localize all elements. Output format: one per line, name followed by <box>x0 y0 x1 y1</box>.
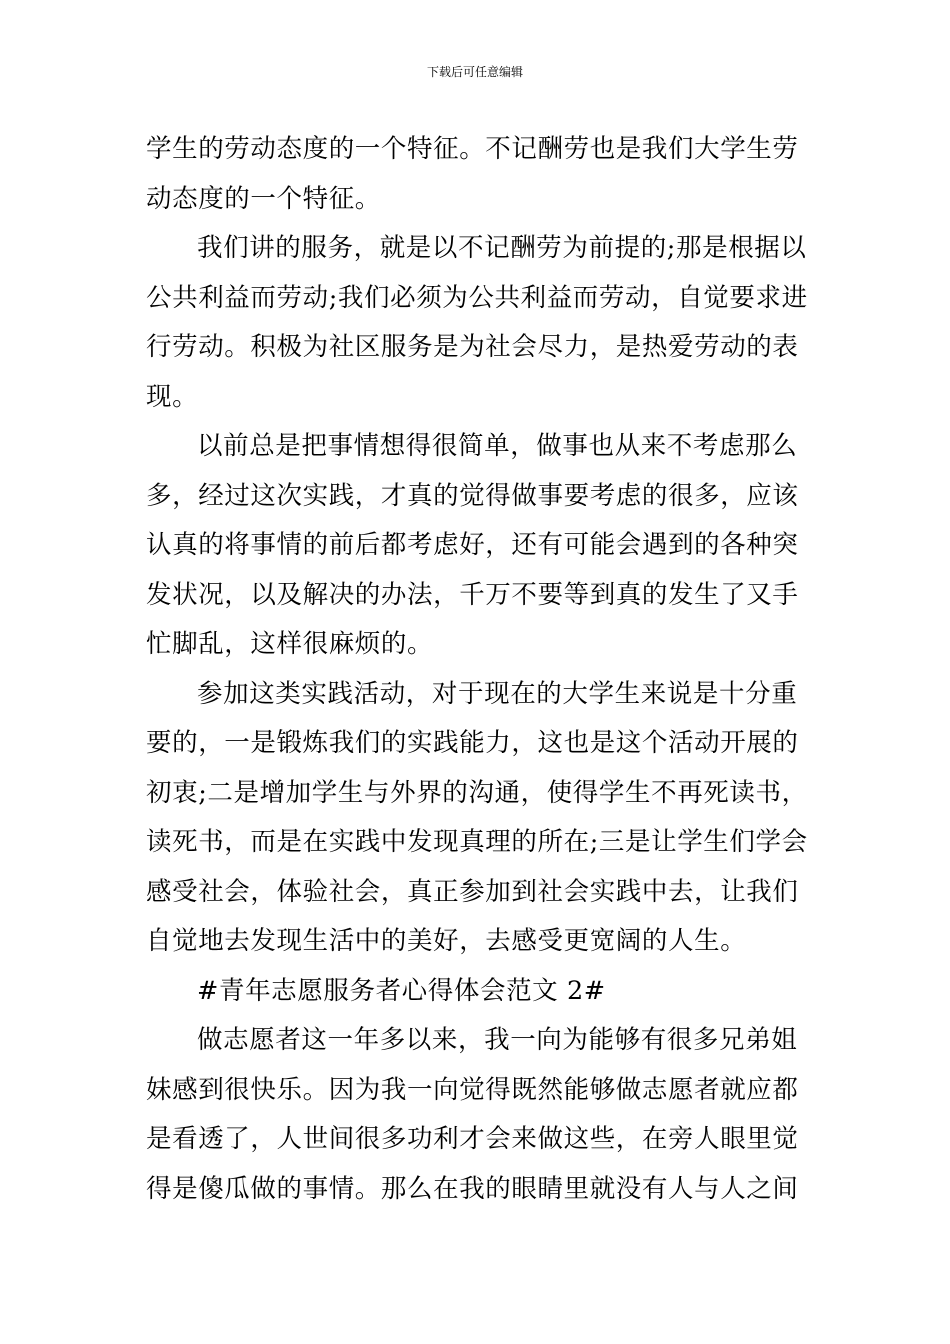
text-line: 是看透了，人世间很多功利才会来做这些，在旁人眼里觉 <box>146 1124 799 1154</box>
text-line: 多，经过这次实践，才真的觉得做事要考虑的很多，应该 <box>146 480 799 511</box>
paragraph-start-line: 做志愿者这一年多以来，我一向为能够有很多兄弟姐 <box>197 1025 798 1055</box>
text-line: 得是傻瓜做的事情。那么在我的眼睛里就没有人与人之间 <box>146 1173 799 1204</box>
text-line: 初衷;二是增加学生与外界的沟通，使得学生不再死读书， <box>146 777 808 808</box>
paragraph-start-line: 我们讲的服务，就是以不记酬劳为前提的;那是根据以 <box>197 233 807 263</box>
text-line: 要的，一是锻炼我们的实践能力，这也是这个活动开展的 <box>146 728 799 758</box>
paragraph-start-line: 以前总是把事情想得很简单，做事也从来不考虑那么 <box>197 431 798 461</box>
section-heading: #青年志愿服务者心得体会范文 2# <box>197 975 606 1006</box>
page-header: 下载后可任意编辑 <box>426 65 523 79</box>
text-line: 发状况，以及解决的办法，千万不要等到真的发生了又手 <box>146 579 799 610</box>
document-body <box>146 125 806 1214</box>
text-line: 公共利益而劳动;我们必须为公共利益而劳动，自觉要求进 <box>146 282 808 313</box>
text-line: 自觉地去发现生活中的美好，去感受更宽阔的人生。 <box>146 926 747 956</box>
text-line: 现。 <box>146 381 199 412</box>
paragraph-start-line: 参加这类实践活动，对于现在的大学生来说是十分重 <box>197 678 798 709</box>
text-line: 学生的劳动态度的一个特征。不记酬劳也是我们大学生劳 <box>146 134 799 164</box>
text-line: 行劳动。积极为社区服务是为社会尽力，是热爱劳动的表 <box>146 332 799 362</box>
text-line: 忙脚乱，这样很麻烦的。 <box>146 629 434 659</box>
text-line: 感受社会，体验社会，真正参加到社会实践中去，让我们 <box>146 876 799 907</box>
text-line: 认真的将事情的前后都考虑好，还有可能会遇到的各种突 <box>146 530 799 560</box>
text-line: 读死书，而是在实践中发现真理的所在;三是让学生们学会 <box>146 827 808 857</box>
text-line: 妹感到很快乐。因为我一向觉得既然能够做志愿者就应都 <box>146 1074 799 1105</box>
text-line: 动态度的一个特征。 <box>146 183 381 214</box>
